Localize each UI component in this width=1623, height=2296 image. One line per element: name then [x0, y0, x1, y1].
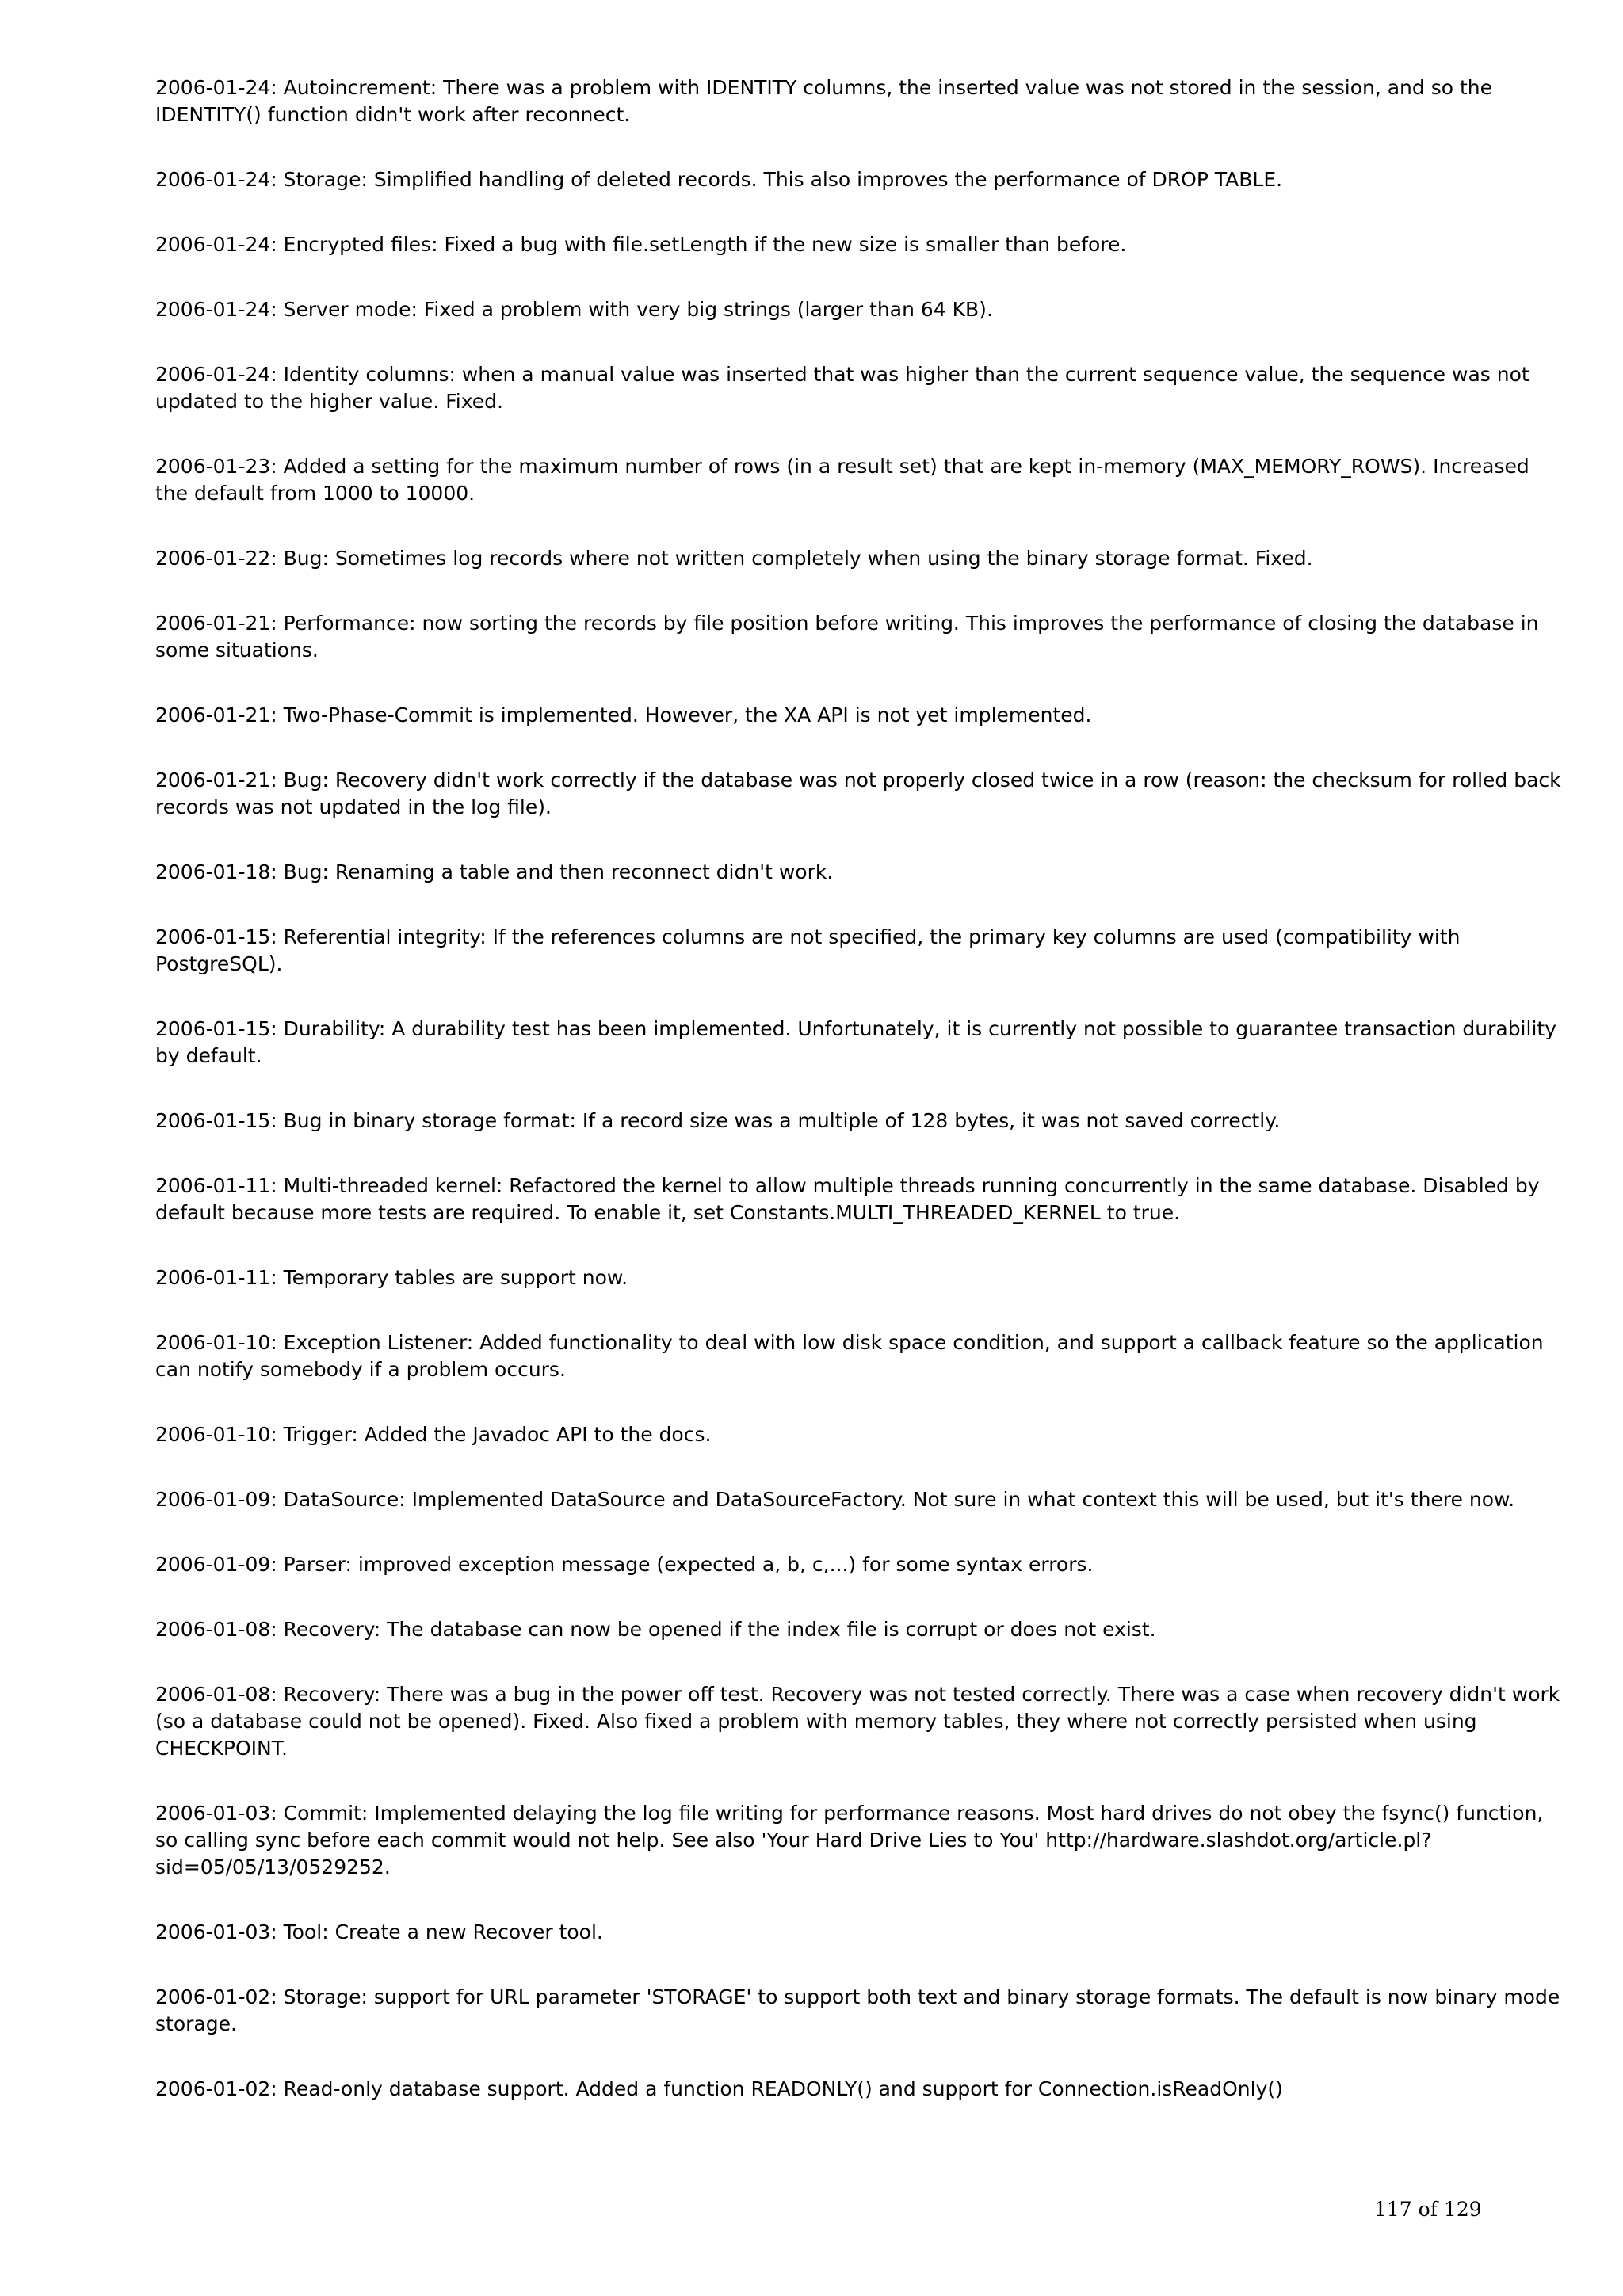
- changelog-entry: 2006-01-09: DataSource: Implemented DataSource and DataSourceFactory. Not sure in what context this will be used, but it's there now.: [155, 1488, 1515, 1511]
- changelog-entry: 2006-01-15: Durability: A durability test has been implemented. Unfortunately, it is currently not possible to guarantee transaction durability by default.: [155, 1017, 1556, 1067]
- changelog-entry: 2006-01-11: Temporary tables are support now.: [155, 1266, 628, 1289]
- changelog-entry: 2006-01-21: Two-Phase-Commit is implemented. However, the XA API is not yet implemented.: [155, 704, 1092, 727]
- changelog-entry: 2006-01-24: Identity columns: when a manual value was inserted that was higher than the current sequence value, the sequence was not updated to the higher value. Fixed.: [155, 363, 1529, 413]
- changelog-entry: 2006-01-10: Exception Listener: Added functionality to deal with low disk space condition, and support a callback feature so the application can notify somebody if a problem occurs.: [155, 1331, 1544, 1381]
- changelog-entry: 2006-01-24: Storage: Simplified handling of deleted records. This also improves the performance of DROP TABLE.: [155, 168, 1283, 191]
- changelog-entry: 2006-01-11: Multi-threaded kernel: Refactored the kernel to allow multiple threads running concurrently in the same database. Disabled by default because more tests are required. To enable it, set Constants.MULTI_THREADED_KERNEL to true.: [155, 1174, 1540, 1224]
- changelog-entry: 2006-01-10: Trigger: Added the Javadoc API to the docs.: [155, 1423, 712, 1446]
- changelog-list: [155, 74, 1566, 2141]
- changelog-entry: 2006-01-02: Read-only database support. Added a function READONLY() and support for Connection.isReadOnly(): [155, 2077, 1283, 2100]
- changelog-entry: 2006-01-21: Bug: Recovery didn't work correctly if the database was not properly closed twice in a row (reason: the checksum for rolled back records was not updated in the log file).: [155, 769, 1561, 818]
- changelog-entry: 2006-01-09: Parser: improved exception message (expected a, b, c,...) for some syntax errors.: [155, 1553, 1094, 1576]
- document-page: [155, 0, 1566, 2296]
- changelog-entry: 2006-01-24: Encrypted files: Fixed a bug with file.setLength if the new size is smaller than before.: [155, 233, 1127, 256]
- page-number: 117 of 129: [1374, 2198, 1482, 2221]
- changelog-entry: 2006-01-15: Bug in binary storage format: If a record size was a multiple of 128 bytes, it was not saved correctly.: [155, 1109, 1281, 1132]
- changelog-entry: 2006-01-23: Added a setting for the maximum number of rows (in a result set) that are kept in-memory (MAX_MEMORY_ROWS). Increased the default from 1000 to 10000.: [155, 455, 1529, 505]
- changelog-entry: 2006-01-22: Bug: Sometimes log records where not written completely when using the binary storage format. Fixed.: [155, 547, 1313, 570]
- changelog-entry: 2006-01-24: Server mode: Fixed a problem with very big strings (larger than 64 KB).: [155, 298, 993, 321]
- changelog-entry: 2006-01-08: Recovery: There was a bug in the power off test. Recovery was not tested correctly. There was a case when recovery didn't work (so a database could not be opened). Fixed. Also fixed a problem with memory tables, they where not correctly persisted when using CHECKPOINT.: [155, 1683, 1560, 1760]
- changelog-entry: 2006-01-02: Storage: support for URL parameter 'STORAGE' to support both text and binary storage formats. The default is now binary mode storage.: [155, 1985, 1560, 2035]
- changelog-entry: 2006-01-21: Performance: now sorting the records by file position before writing. This improves the performance of closing the database in some situations.: [155, 612, 1539, 662]
- changelog-entry: 2006-01-24: Autoincrement: There was a problem with IDENTITY columns, the inserted value was not stored in the session, and so the IDENTITY() function didn't work after reconnect.: [155, 76, 1493, 126]
- changelog-entry: 2006-01-08: Recovery: The database can now be opened if the index file is corrupt or does not exist.: [155, 1618, 1156, 1641]
- changelog-entry: 2006-01-03: Tool: Create a new Recover tool.: [155, 1920, 603, 1943]
- changelog-entry: 2006-01-03: Commit: Implemented delaying the log file writing for performance reasons. Most hard drives do not obey the fsync() function, so calling sync before each commit would not help. See also 'Your Hard Drive Lies to You' http://hardware.slashdot.org/article.pl?sid=05/05/13/0529252.: [155, 1802, 1544, 1878]
- changelog-entry: 2006-01-18: Bug: Renaming a table and then reconnect didn't work.: [155, 860, 834, 883]
- changelog-entry: 2006-01-15: Referential integrity: If the references columns are not specified, the primary key columns are used (compatibility with PostgreSQL).: [155, 925, 1461, 975]
